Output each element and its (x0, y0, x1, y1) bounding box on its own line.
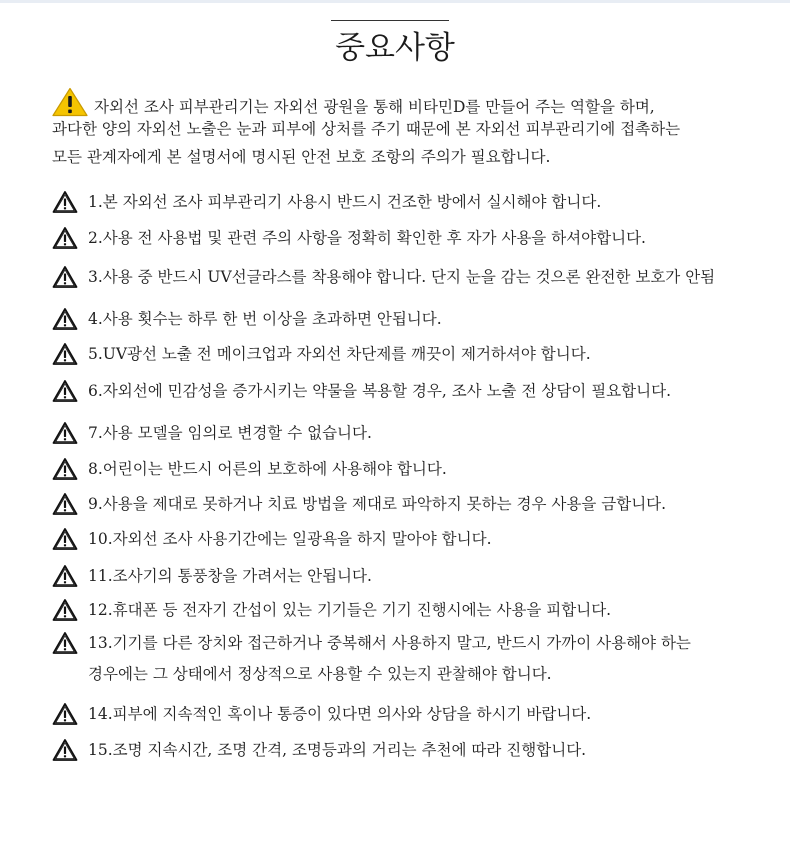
list-item (52, 306, 788, 332)
list-item (52, 189, 788, 215)
list-item-row (52, 526, 788, 552)
intro-line (52, 87, 787, 115)
list-item-text: 12.휴대폰 등 전자기 간섭이 있는 기기들은 기기 진행시에는 사용을 피합니다. (88, 601, 612, 619)
warning-outline-icon (52, 265, 80, 289)
list-item (52, 737, 788, 763)
list-item-row (52, 225, 788, 251)
warning-outline-icon (52, 190, 80, 214)
warning-outline-icon (52, 226, 80, 250)
list-item (52, 491, 788, 517)
list-item (52, 456, 788, 482)
list-item-text: 10.자외선 조사 사용기간에는 일광욕을 하지 말아야 합니다. (88, 530, 492, 548)
list-item-text: 9.사용을 제대로 못하거나 치료 방법을 제대로 파악하지 못하는 경우 사용을 금합니다. (88, 495, 667, 513)
list-item-row (52, 563, 788, 589)
list-item-row (52, 264, 788, 290)
list-item-text: 1.본 자외선 조사 피부관리기 사용시 반드시 건조한 방에서 실시해야 합니다. (88, 193, 602, 211)
warning-outline-icon (52, 564, 80, 588)
warning-outline-icon (52, 527, 80, 551)
list-item-row (52, 341, 788, 367)
list-item-text: 6.자외선에 민감성을 증가시키는 약물을 복용할 경우, 조사 노출 전 상담이 필요합니다. (88, 382, 671, 400)
warning-outline-icon (52, 738, 80, 762)
list-item-text: 11.조사기의 통풍창을 가려서는 안됩니다. (88, 567, 372, 585)
list-item-text: 7.사용 모델을 임의로 변경할 수 없습니다. (88, 424, 372, 442)
list-item (52, 701, 788, 727)
warning-outline-icon (52, 342, 80, 366)
list-item-text: 3.사용 중 반드시 UV선글라스를 착용해야 합니다. 단지 눈을 감는 것으론 완전한 보호가 안됨 (88, 268, 716, 286)
list-item-row (52, 306, 788, 332)
list-item-text: 5.UV광선 노출 전 메이크업과 자외선 차단제를 깨끗이 제거하셔야 합니다. (88, 345, 591, 363)
list-item (52, 420, 788, 446)
warning-outline-icon (52, 457, 80, 481)
list-item-text: 14.피부에 지속적인 혹이나 통증이 있다면 의사와 상담을 하시기 바랍니다. (88, 705, 592, 723)
title-rule (331, 20, 449, 21)
list-item (52, 630, 788, 687)
warning-outline-icon (52, 492, 80, 516)
list-item-row (52, 456, 788, 482)
list-item-row (52, 378, 788, 404)
list-item (52, 378, 788, 404)
list-item-row (52, 189, 788, 215)
top-border (0, 0, 790, 3)
list-item-text: 2.사용 전 사용법 및 관련 주의 사항을 정확히 확인한 후 자가 사용을 하셔야합니다. (88, 229, 646, 247)
list-item-continuation: 경우에는 그 상태에서 정상적으로 사용할 수 있는지 관찰해야 합니다. (88, 665, 552, 683)
list-item-row (52, 630, 788, 656)
list-item (52, 597, 788, 623)
warning-outline-icon (52, 421, 80, 445)
list-item (52, 341, 788, 367)
warning-outline-icon (52, 307, 80, 331)
list-item (52, 264, 788, 290)
list-item (52, 526, 788, 552)
list-item-row (52, 491, 788, 517)
list-item-text: 8.어린이는 반드시 어른의 보호하에 사용해야 합니다. (88, 460, 447, 478)
list-item-row (52, 701, 788, 727)
warning-outline-icon (52, 631, 80, 655)
intro-paragraph (52, 87, 787, 171)
list-item-row (52, 597, 788, 623)
list-item-text: 4.사용 횟수는 하루 한 번 이상을 초과하면 안됩니다. (88, 310, 442, 328)
warning-outline-icon (52, 598, 80, 622)
list-item-text: 15.조명 지속시간, 조명 간격, 조명등과의 거리는 추천에 따라 진행합니다. (88, 741, 587, 759)
list-item-row (52, 737, 788, 763)
warning-outline-icon (52, 702, 80, 726)
page-title: 중요사항 (335, 30, 455, 66)
list-item (52, 225, 788, 251)
list-item-row (52, 420, 788, 446)
intro-text: 자외선 조사 피부관리기는 자외선 광원을 통해 비타민D를 만들어 주는 역할을 하며, (94, 98, 655, 116)
list-item (52, 563, 788, 589)
intro-line: 과다한 양의 자외선 노출은 눈과 피부에 상처를 주기 때문에 본 자외선 피부관리기에 접촉하는 (52, 120, 681, 138)
warning-outline-icon (52, 379, 80, 403)
list-item-text: 13.기기를 다른 장치와 접근하거나 중복해서 사용하지 말고, 반드시 가까이 사용해야 하는 (88, 634, 691, 652)
intro-line: 모든 관계자에게 본 설명서에 명시된 안전 보호 조항의 주의가 필요합니다. (52, 148, 551, 166)
